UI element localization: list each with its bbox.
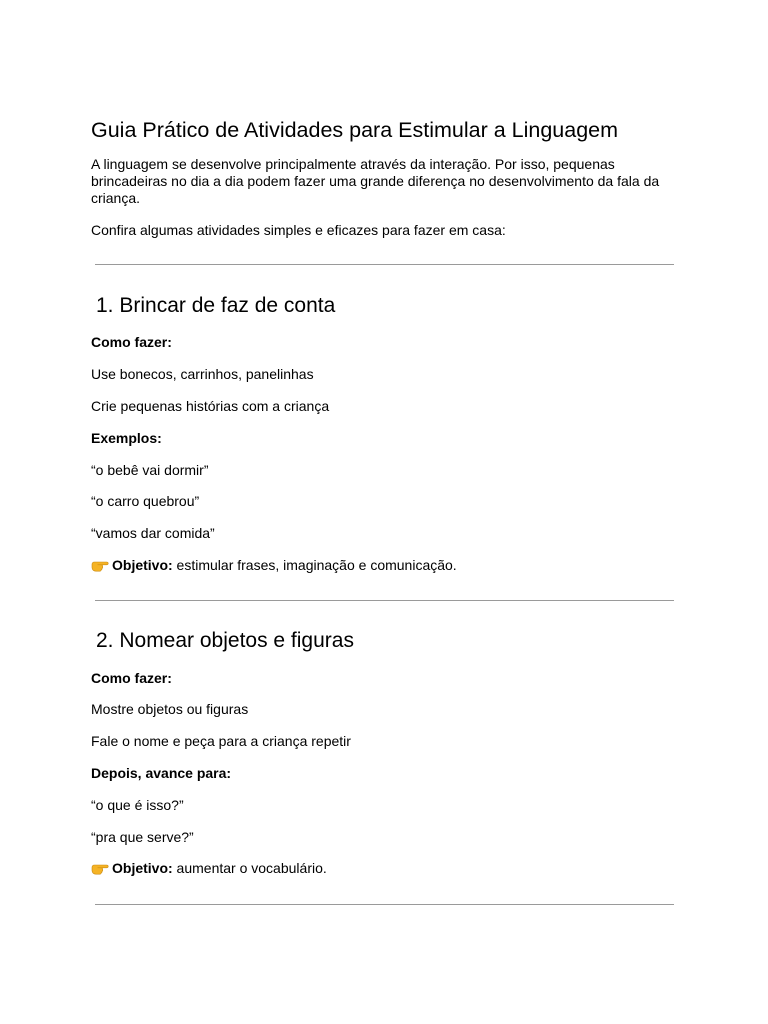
next-steps-label: Depois, avance para: <box>91 765 232 781</box>
how-to-item: Crie pequenas histórias com a criança <box>91 398 330 414</box>
lead-paragraph: Confira algumas atividades simples e eficazes para fazer em casa: <box>91 222 506 238</box>
objective-label: Objetivo: <box>112 860 173 876</box>
objective-text: aumentar o vocabulário. <box>172 860 327 876</box>
how-to-label: Como fazer: <box>91 334 172 350</box>
how-to-item: Mostre objetos ou figuras <box>91 701 249 717</box>
examples-label: Exemplos: <box>91 430 162 446</box>
example-item: “o que é isso?” <box>91 797 184 813</box>
pointing-hand-icon <box>91 558 109 572</box>
objective-line <box>91 859 327 877</box>
how-to-item: Use bonecos, carrinhos, panelinhas <box>91 366 314 382</box>
section-divider <box>95 904 674 905</box>
pointing-hand-icon <box>91 861 109 875</box>
example-item: “vamos dar comida” <box>91 525 215 541</box>
section-divider <box>95 600 674 601</box>
objective-label: Objetivo: <box>112 557 173 573</box>
how-to-item: Fale o nome e peça para a criança repetir <box>91 733 351 749</box>
objective-text: estimular frases, imaginação e comunicação. <box>172 557 457 573</box>
section-divider <box>95 264 674 265</box>
intro-paragraph: A linguagem se desenvolve principalmente através da interação. Por isso, pequenas brincadeiras no dia a dia podem fazer uma grande diferença no desenvolvimento da fala da criança. <box>91 156 660 206</box>
example-item: “o carro quebrou” <box>91 493 200 509</box>
section-heading-naming-objects: 2. Nomear objetos e figuras <box>96 629 354 652</box>
document-title: Guia Prático de Atividades para Estimular a Linguagem <box>91 118 619 142</box>
how-to-label: Como fazer: <box>91 670 172 686</box>
section-heading-make-believe: 1. Brincar de faz de conta <box>96 294 336 317</box>
objective-line <box>91 556 457 574</box>
example-item: “o bebê vai dormir” <box>91 462 209 478</box>
example-item: “pra que serve?” <box>91 829 194 845</box>
